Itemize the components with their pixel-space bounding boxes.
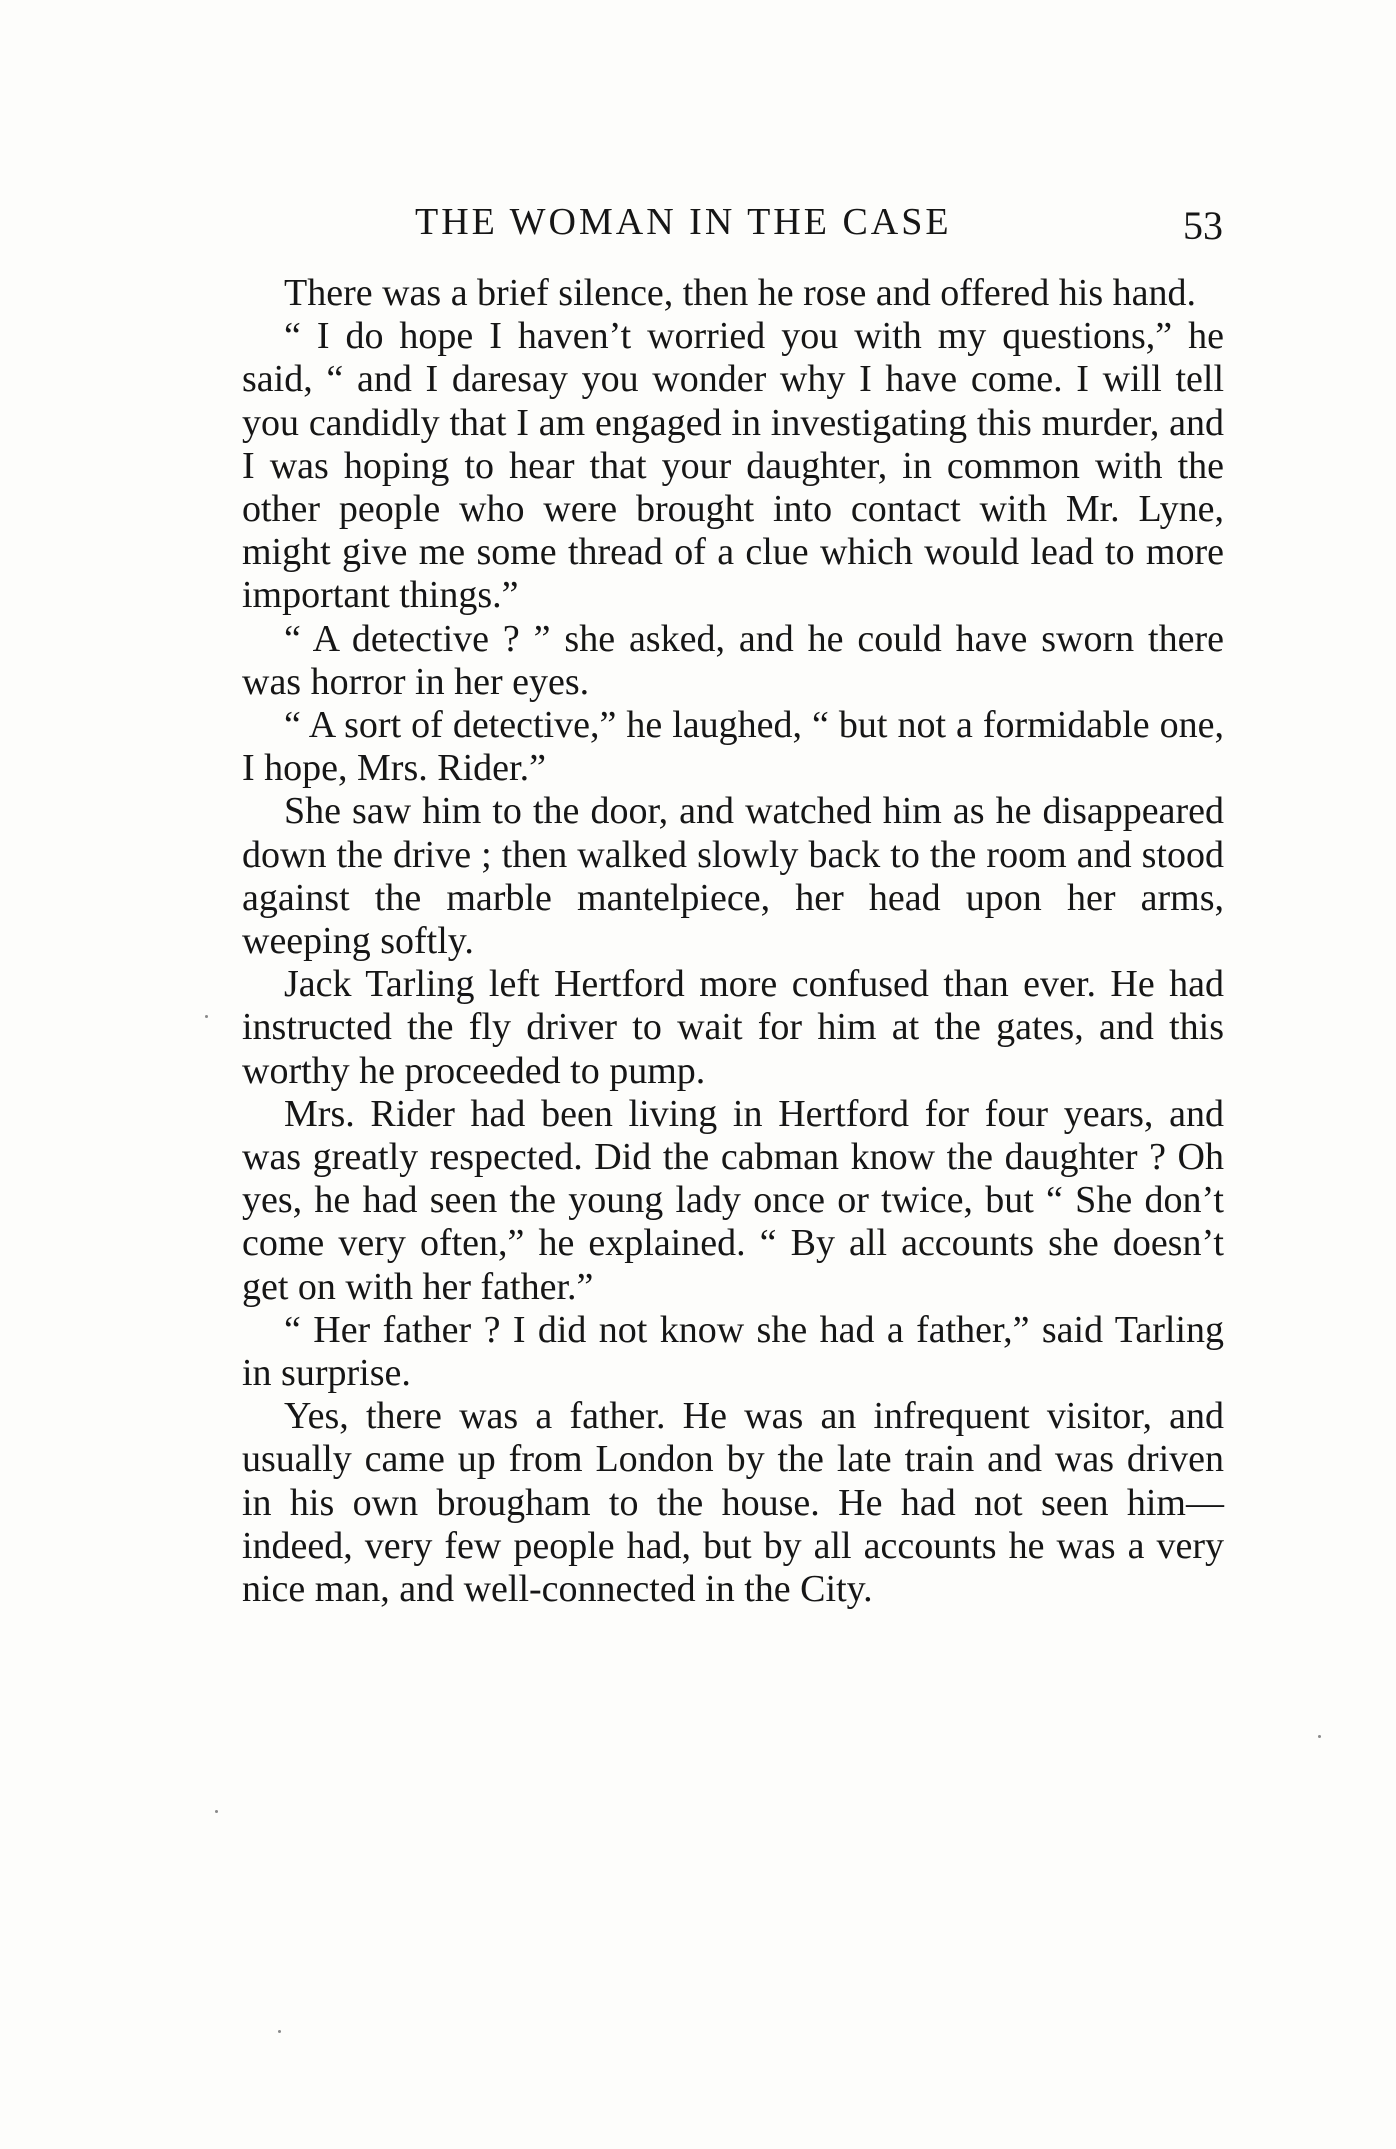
paragraph: Jack Tarling left Hertford more confused than ever. He had instructed the fly driver to wait for him at the gates, and this worthy he proceeded to pump. bbox=[242, 963, 1224, 1092]
page-number: 53 bbox=[1183, 203, 1223, 248]
paragraph: “ A sort of detective,” he laughed, “ but not a formidable one, I hope, Mrs. Rider.” bbox=[242, 704, 1224, 790]
paper-speck bbox=[1318, 1735, 1321, 1738]
body-text bbox=[242, 272, 1224, 1611]
running-title: THE WOMAN IN THE CASE bbox=[415, 201, 952, 243]
paragraph: “ Her father ? I did not know she had a father,” said Tarling in surprise. bbox=[242, 1308, 1224, 1395]
paragraph: There was a brief silence, then he rose and offered his hand. bbox=[284, 272, 1196, 314]
paper-speck bbox=[215, 1810, 218, 1813]
page-header bbox=[415, 192, 1223, 252]
paragraph: “ I do hope I haven’t worried you with my questions,” he said, “ and I daresay you wonder why I have come. I will tell you candidly that I am engaged in investigating this murder, and I was hoping to hear that your daughter, in common with the other people who were brought into contact with Mr. Lyne, might give me some thread of a clue which would lead to more important things.” bbox=[242, 315, 1224, 617]
paragraph: “ A detective ? ” she asked, and he could have sworn there was horror in her eyes. bbox=[242, 617, 1224, 703]
paragraph: Yes, there was a father. He was an infrequent visitor, and usually came up from London by the late train and was driven in his own brougham to the house. He had not seen him—indeed, very few people had, but by all accounts he was a very nice man, and well-connected in the City. bbox=[242, 1395, 1224, 1611]
paper-speck bbox=[278, 2030, 281, 2033]
paper-speck bbox=[205, 1015, 208, 1018]
paragraph: She saw him to the door, and watched him as he disappeared down the drive ; then walked slowly back to the room and stood against the marble mantelpiece, her head upon her arms, weeping softly. bbox=[242, 790, 1224, 963]
paragraph: Mrs. Rider had been living in Hertford for four years, and was greatly respected. Did the cabman know the daughter ? Oh yes, he had seen the young lady once or twice, but “ She don’t come very often,” he explained. “ By all accounts she doesn’t get on with her father.” bbox=[242, 1092, 1224, 1308]
